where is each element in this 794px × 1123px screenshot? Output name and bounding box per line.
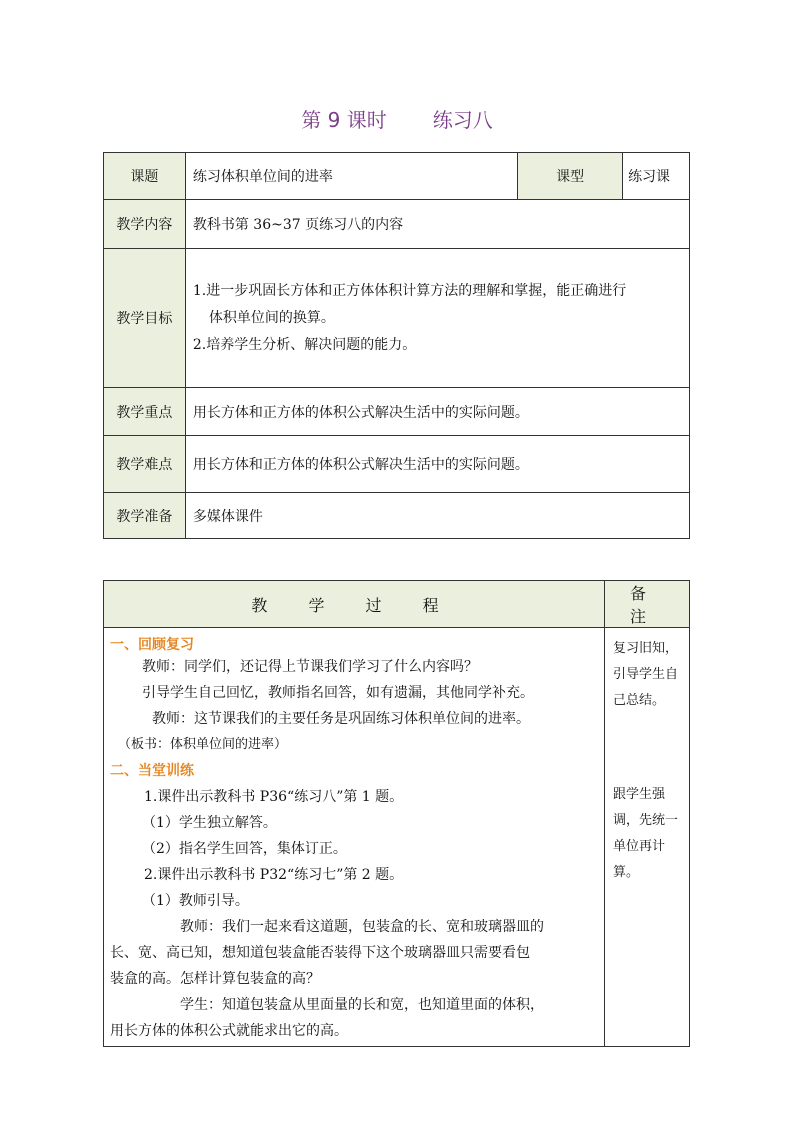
- goal-row: [104, 249, 690, 388]
- practice-line-1: 1.课件出示教科书 P36“练习八”第 1 题。: [144, 789, 404, 805]
- type-value: 练习课: [623, 153, 690, 200]
- notes-header: 备 注: [605, 581, 690, 628]
- goal-label: 教学目标: [104, 249, 186, 388]
- practice-line-2: （1）学生独立解答。: [142, 815, 277, 831]
- section-review-heading: 一、回顾复习: [110, 637, 194, 653]
- lesson-number: 第 9 课时: [301, 108, 387, 132]
- difficult-value: 用长方体和正方体的体积公式解决生活中的实际问题。: [185, 436, 689, 493]
- goal-item-1-cont: 体积单位间的换算。: [208, 309, 335, 326]
- difficult-row: [104, 436, 690, 493]
- review-line-1: 教师：同学们，还记得上节课我们学习了什么内容吗？: [142, 659, 478, 675]
- content-label: 教学内容: [104, 200, 186, 249]
- notes-content: [605, 628, 690, 1047]
- type-label: 课型: [518, 153, 623, 200]
- prep-label: 教学准备: [104, 493, 186, 539]
- practice-line-9: 学生：知道包装盒从里面量的长和宽，也知道里面的体积，: [180, 997, 544, 1013]
- practice-line-3: （2）指名学生回答，集体订正。: [142, 841, 347, 857]
- process-body-row: [104, 628, 690, 1047]
- note-practice: 跟学生强调，先统一单位再计算。: [613, 787, 679, 880]
- review-line-3: 教师：这节课我们的主要任务是巩固练习体积单位间的进率。: [152, 711, 530, 727]
- goal-item-1: 1.进一步巩固长方体和正方体体积计算方法的理解和掌握，能正确进行: [192, 282, 627, 299]
- practice-line-8: 装盒的高。怎样计算包装盒的高？: [110, 971, 320, 987]
- key-value: 用长方体和正方体的体积公式解决生活中的实际问题。: [185, 388, 689, 436]
- process-header-row: [104, 581, 690, 628]
- goal-value: [185, 249, 689, 388]
- prep-value: 多媒体课件: [185, 493, 689, 539]
- difficult-label: 教学难点: [104, 436, 186, 493]
- topic-value: 练习体积单位间的进率: [185, 153, 517, 200]
- topic-label: 课题: [104, 153, 186, 200]
- practice-line-10: 用长方体的体积公式就能求出它的高。: [110, 1023, 348, 1039]
- lesson-name: 练习八: [432, 108, 493, 132]
- practice-line-6: 教师：我们一起来看这道题，包装盒的长、宽和玻璃器皿的: [180, 919, 544, 935]
- note-review: 复习旧知，引导学生自己总结。: [613, 641, 679, 708]
- process-content: [104, 628, 605, 1047]
- key-row: [104, 388, 690, 436]
- review-line-2: 引导学生自己回忆，教师指名回答，如有遗漏，其他同学补充。: [142, 685, 534, 701]
- practice-line-7: 长、宽、高已知，想知道包装盒能否装得下这个玻璃器皿只需要看包: [110, 945, 530, 961]
- section-practice-heading: 二、当堂训练: [110, 763, 194, 779]
- content-row: [104, 200, 690, 249]
- teaching-process-table: [103, 580, 690, 1047]
- practice-line-4: 2.课件出示教科书 P32“练习七”第 2 题。: [144, 867, 404, 883]
- process-header: 教 学 过 程: [104, 581, 605, 628]
- content-value: 教科书第 36~37 页练习八的内容: [185, 200, 689, 249]
- review-line-4: （板书：体积单位间的进率）: [118, 737, 288, 752]
- key-label: 教学重点: [104, 388, 186, 436]
- topic-row: [104, 153, 690, 200]
- prep-row: [104, 493, 690, 539]
- goal-item-2: 2.培养学生分析、解决问题的能力。: [192, 336, 417, 353]
- page-title: [0, 104, 794, 133]
- lesson-info-table: [103, 152, 690, 539]
- practice-line-5: （1）教师引导。: [142, 893, 249, 909]
